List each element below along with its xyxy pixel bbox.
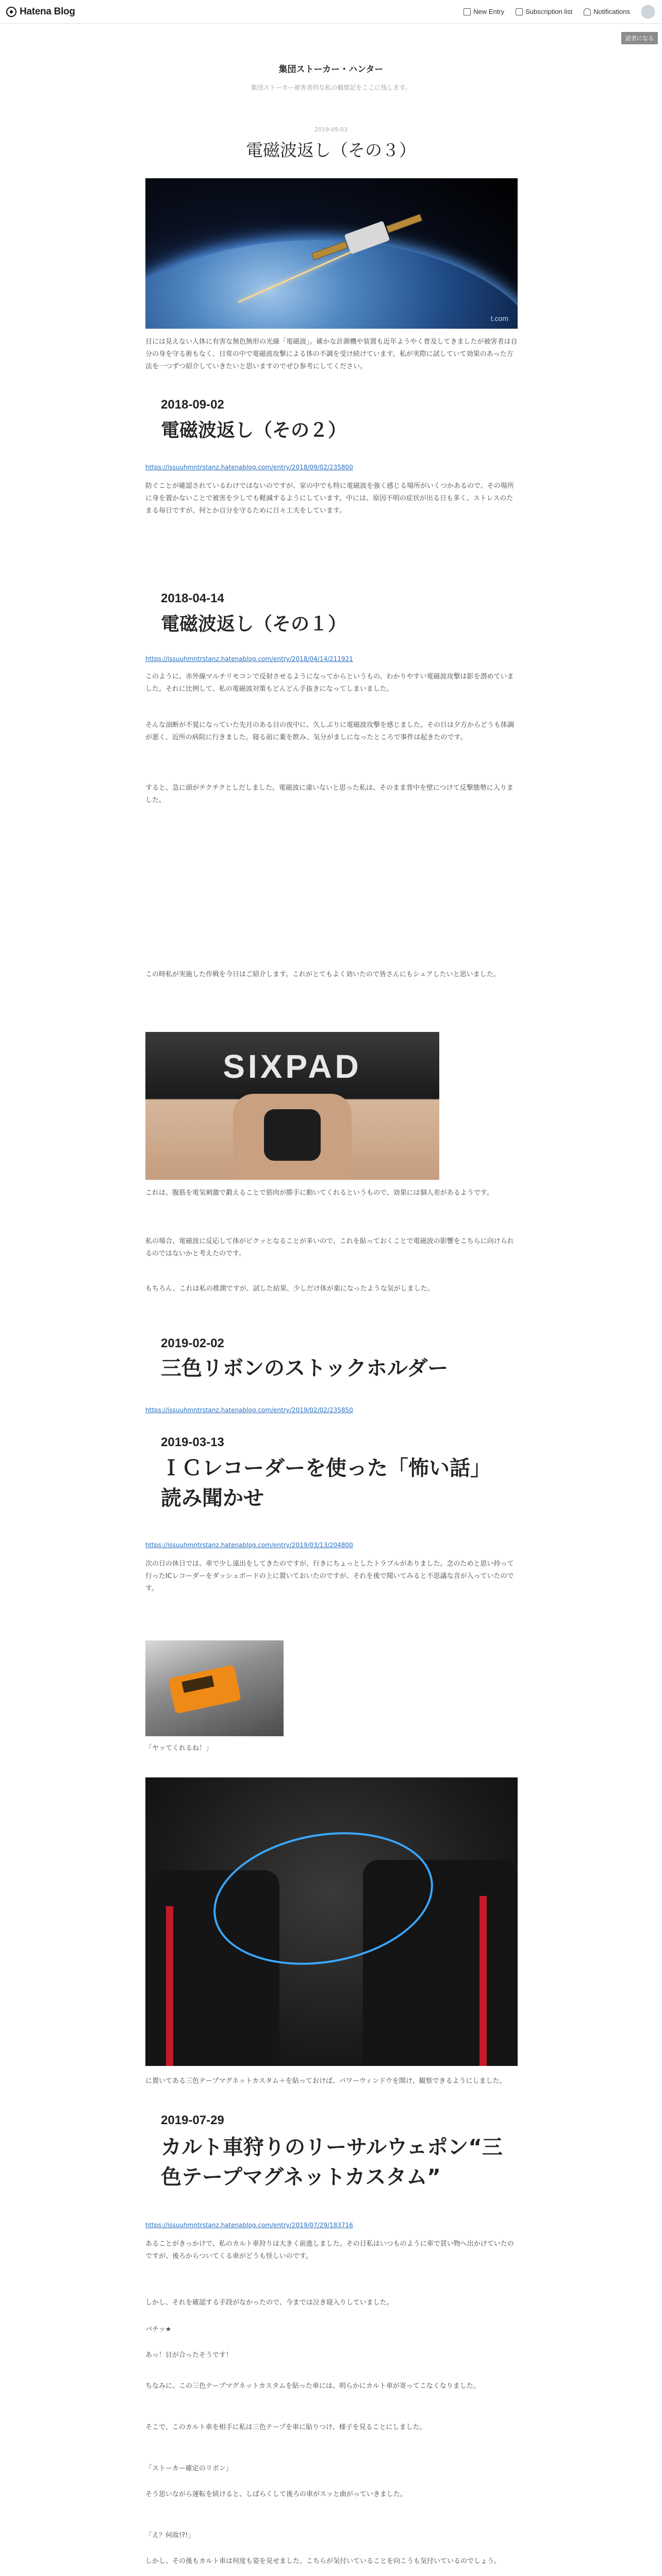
entry-date: 2018-04-14 — [161, 591, 224, 605]
hatena-logo[interactable] — [6, 6, 75, 18]
entry-date: 2019-02-02 — [161, 1336, 224, 1350]
entry-url[interactable]: https://issuuhmntrstanz.hatenablog.com/entry/2019/07/29/183716 — [145, 2222, 353, 2229]
entry-date: 2019-03-13 — [161, 1435, 224, 1449]
hatena-logo-icon — [6, 7, 16, 17]
user-avatar[interactable] — [641, 5, 655, 19]
blog-title[interactable]: 集団ストーカー・ハンター — [278, 64, 384, 75]
entry-body: この時私が実施した作戦を今日はご紹介します。これがとてもよく効いたので皆さんにもシェアしたいと思いました。 — [145, 971, 500, 978]
nav-new-entry[interactable] — [464, 8, 504, 15]
entry-body: 防ぐことが確認されているわけではないのですが、家の中でも特に電磁波を強く感じる場所がいくつかあるので、その場所に身を置かないことで被害を少しでも軽減するようにしています。中には、原因不明の症状が出る日も多く、ストレスのたまる毎日ですが、何とか自分を守るために日々工夫をしています。 — [145, 482, 514, 515]
entry-date: 2019-07-29 — [161, 2113, 224, 2127]
entry-url[interactable]: https://issuuhmntrstanz.hatenablog.com/entry/2019/03/13/204800 — [145, 1541, 353, 1549]
entry-title-line-1[interactable]: ＩＣレコーダーを使った「怖い話」 — [161, 1456, 491, 1480]
entry-body: ちなみに、この三色テープマグネットカスタムを貼った車には、明らかにカルト車が寄ってこなくなりました。 — [145, 2382, 480, 2390]
red-stripe-shape — [479, 1896, 487, 2066]
image-watermark: t.com — [490, 314, 508, 323]
entry-title-line-2[interactable]: 色テープマグネットカスタム” — [161, 2165, 441, 2189]
sixpad-image — [145, 1032, 439, 1180]
entry-title[interactable]: 電磁波返し（その２） — [161, 420, 347, 441]
entry-body: そこで、このカルト車を相手に私は三色テープを車に貼りつけ、様子を見ることにしました。 — [145, 2424, 426, 2431]
entry-body: 「え？何故!?!」 — [145, 2532, 195, 2539]
list-icon — [516, 8, 523, 15]
entry-body: これは、腹筋を電気刺激で鍛えることで筋肉が勝手に動いてくれるというもので、効果には個人差があるようです。 — [145, 1189, 493, 1197]
nav-notifications[interactable] — [584, 8, 630, 15]
entry-body: あっ！目が合ったそうです！ — [145, 2351, 233, 2359]
recorder-shape — [168, 1665, 241, 1714]
entry-url[interactable]: https://issuuhmntrstanz.hatenablog.com/entry/2018/09/02/235800 — [145, 464, 353, 471]
entry-body: しかし、その後もカルト車は何度も姿を見せました。こちらが気付いていることを向こうも気付いているのでしょう。 — [145, 2557, 501, 2565]
entry-title[interactable]: 電磁波返し（その１） — [161, 614, 347, 635]
satellite-image — [145, 178, 518, 329]
brand-name: Hatena Blog — [20, 6, 75, 17]
global-header — [0, 0, 662, 24]
red-stripe-shape — [166, 1906, 173, 2066]
entry-body: に置いてある三色テープマグネットカスタム＋を貼っておけば、パワーウィンドウを開け、観察できるようにしました。 — [145, 2077, 506, 2085]
entry-body: そう思いながら運転を続けると、しばらくして後ろの車がスッと曲がっていきました。 — [145, 2490, 407, 2498]
entry-body: バチッ★ — [145, 2326, 172, 2333]
entry-body: そんな油断が不覚になっていた先月のある日の夜中に、久しぶりに電磁波攻撃を感じました。その日は夕方からどうも体調が悪く、近所の病院に行きました。寝る前に薬を飲み、気分がましになったところで事件は起きたのです。 — [145, 721, 515, 741]
ic-recorder-image — [145, 1640, 284, 1736]
entry-body: 目には見えない人体に有害な無色無形の光線「電磁波」。確かな計測機や装置も近年ようやく普及してきましたが被害者は自分の身を守る術もなく、日常の中で電磁波攻撃による体の不調を受け続けています。私が実際に試していて効果のあった方法を一つずつ紹介していきたいと思いますのでぜひ参考にしてください。 — [145, 338, 518, 370]
blog-description: 集団ストーカー被害者的な私の観察記をここに残します。 — [251, 84, 411, 91]
entry-body: しかし、それを確認する手段がなかったので、今までは泣き寝入りしていました。 — [145, 2299, 393, 2307]
nav-subscription-list[interactable] — [516, 8, 572, 15]
nav-subscription-label: Subscription list — [525, 8, 573, 15]
nav-new-entry-label: New Entry — [473, 8, 505, 15]
nav-notifications-label: Notifications — [593, 8, 630, 15]
pencil-icon — [464, 8, 471, 15]
entry-body: もちろん、これは私の推測ですが、試した結果、少しだけ体が楽になったような気がしました。 — [145, 1285, 434, 1293]
entry-date: 2019-09-03 — [315, 126, 347, 133]
entry-title-line-1[interactable]: カルト車狩りのリーサルウェポン“三 — [161, 2136, 503, 2159]
sixpad-wordmark: SIXPAD — [223, 1048, 362, 1085]
image-caption: 「ヤッてくれるね！」 — [145, 1744, 213, 1752]
entry-body: 次の日の休日では、車で少し遠出をしてきたのですが、行きにちょっとしたトラブルがありました。念のためと思い持って行ったICレコーダーをダッシュボードの上に置いておいたのですが、それを後で聞いてみると不思議な音が入っていたのです。 — [145, 1560, 514, 1592]
entry-date: 2018-09-02 — [161, 398, 224, 412]
entry-title[interactable]: 三色リボンのストックホルダー — [161, 1357, 449, 1380]
entry-body: すると、急に頭がチクチクとしだしました。電磁波に違いないと思った私は、そのまま背中を壁につけて反撃態勢に入りました。 — [145, 784, 514, 804]
entry-body: 「ストーカー確定のリボン」 — [145, 2465, 233, 2472]
subscribe-button[interactable]: 読者になる — [621, 32, 658, 44]
blog-header — [0, 62, 662, 92]
pad-shape — [264, 1109, 321, 1161]
entry-body: このように、赤外線マルチリモコンで反射させるようになってからというもの、わかりやすい電磁波攻撃は影を潜めていました。それに比例して、私の電磁波対策もどんどん手抜きになってしまいました。 — [145, 673, 514, 693]
entry-body: 私の場合、電磁波に反応して体がビクッとなることが多いので、これを貼っておくことで電磁波の影響をこちらに向けられるのではないかと考えたのです。 — [145, 1238, 514, 1258]
bell-icon — [584, 8, 591, 15]
entry-title[interactable]: 電磁波返し（その３） — [246, 140, 416, 160]
entry-title-line-2[interactable]: 読み聞かせ — [161, 1486, 264, 1510]
entry-url[interactable]: https://issuuhmntrstanz.hatenablog.com/entry/2019/02/02/235850 — [145, 1406, 353, 1414]
entry-body: あることがきっかけで、私のカルト車狩りは大きく前進しました。その日私はいつものように車で買い物へ出かけていたのですが、後ろからついてくる車がどうも怪しいのです。 — [145, 2240, 514, 2260]
car-console-image — [145, 1777, 518, 2066]
entry-url[interactable]: https://issuuhmntrstanz.hatenablog.com/entry/2018/04/14/211921 — [145, 655, 353, 663]
